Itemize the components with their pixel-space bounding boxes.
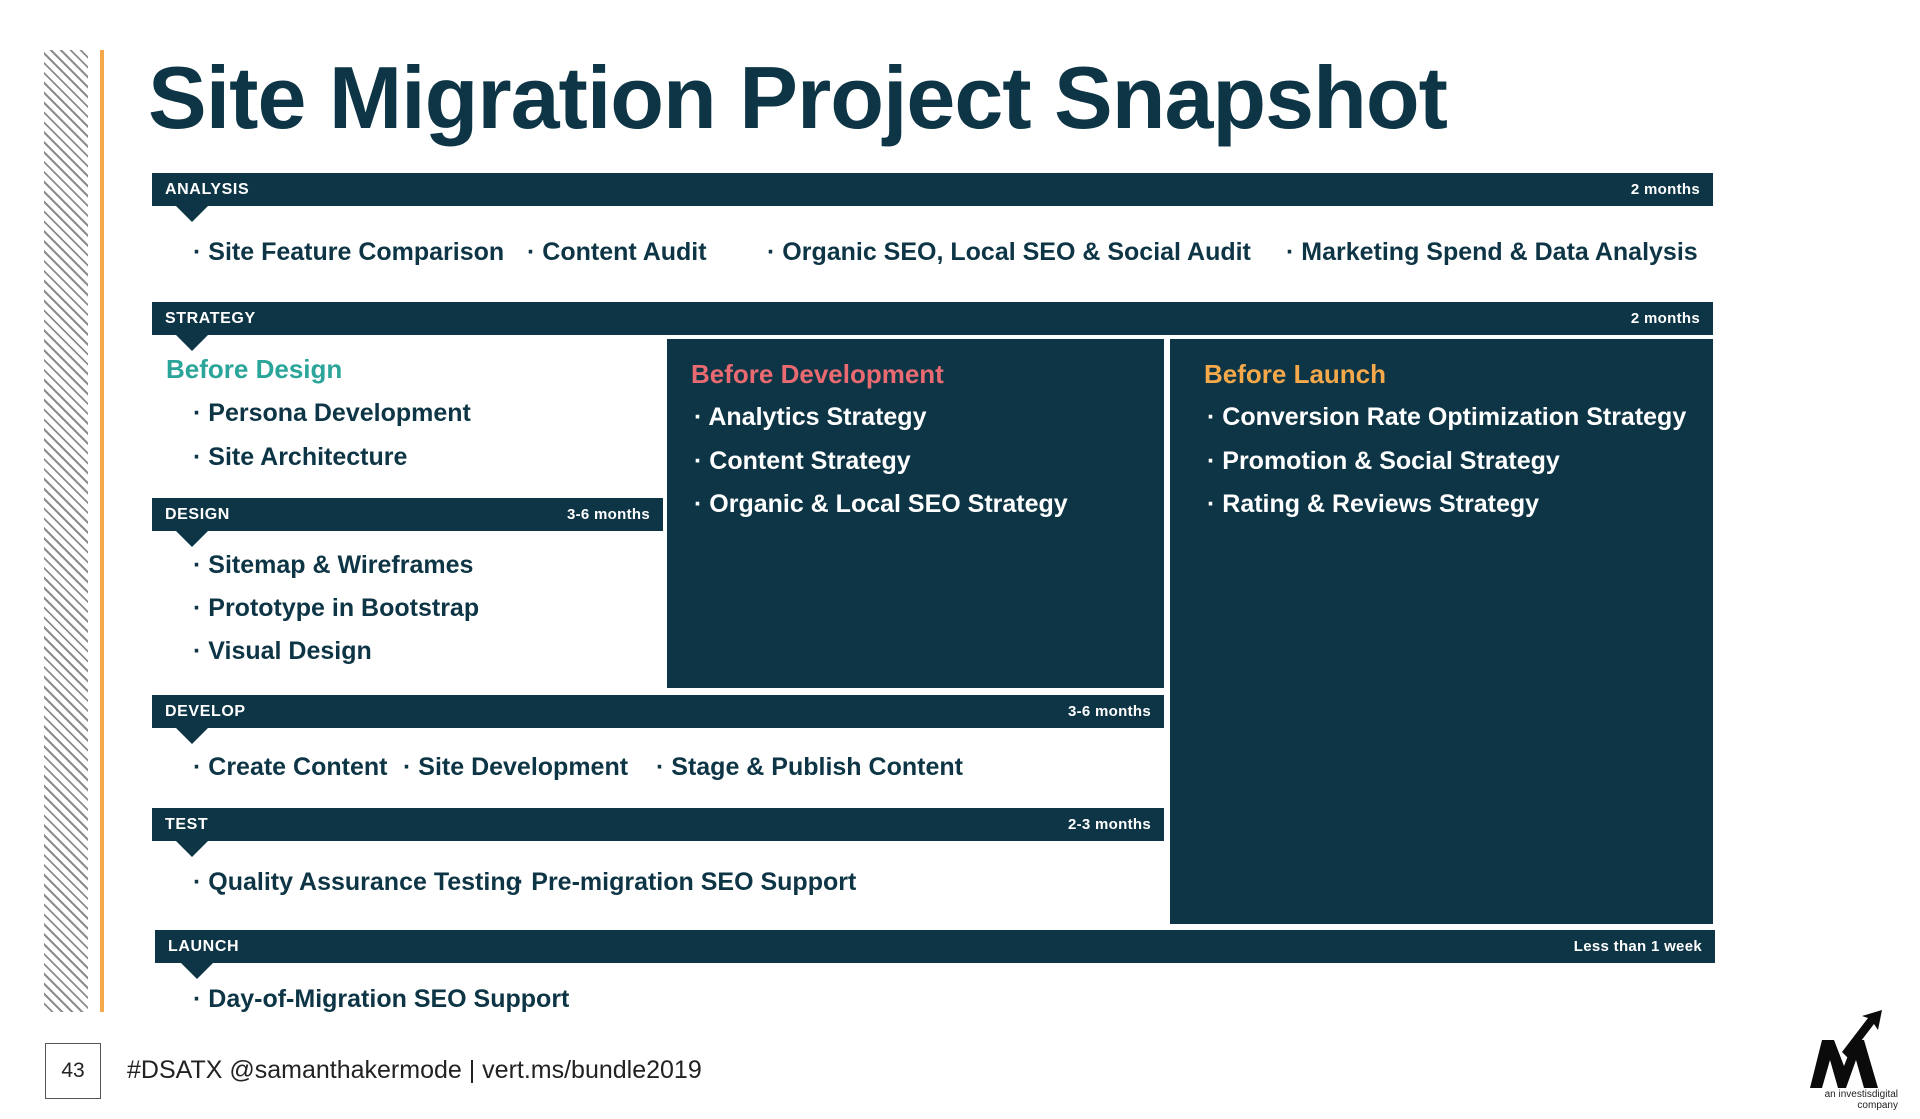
analysis-item: · Site Feature Comparison — [193, 238, 505, 266]
develop-label: DEVELOP — [165, 702, 246, 720]
strategy-duration: 2 months — [1630, 310, 1700, 327]
slide-title: Site Migration Project Snapshot — [148, 48, 1447, 147]
hatch-decoration — [44, 50, 88, 1012]
analysis-duration: 2 months — [1630, 181, 1700, 198]
logo-tagline: an investisdigital company — [1824, 1089, 1898, 1111]
before-development-heading: Before Development — [691, 359, 944, 389]
launch-bar — [155, 930, 1715, 963]
design-bar — [152, 498, 663, 531]
footer-hashtag-text: #DSATX @samanthakermode | vert.ms/bundle2019 — [127, 1056, 702, 1084]
develop-item: · Site Development — [403, 753, 629, 781]
strategy-label: STRATEGY — [165, 309, 256, 327]
test-label: TEST — [165, 815, 209, 833]
develop-bar — [152, 695, 1164, 728]
design-item: · Sitemap & Wireframes — [193, 551, 474, 579]
test-item: · Pre-migration SEO Support — [516, 868, 857, 896]
develop-item: · Stage & Publish Content — [656, 753, 963, 781]
before-launch-item: · Conversion Rate Optimization Strategy — [1207, 403, 1687, 431]
develop-duration: 3-6 months — [1067, 703, 1151, 720]
before-design-item: · Site Architecture — [193, 443, 408, 471]
develop-item: · Create Content — [193, 753, 388, 781]
launch-item: · Day-of-Migration SEO Support — [193, 985, 570, 1013]
before-launch-item: · Rating & Reviews Strategy — [1207, 490, 1540, 518]
design-item: · Prototype in Bootstrap — [193, 594, 480, 622]
before-launch-panel — [1170, 339, 1713, 924]
page-number: 43 — [45, 1043, 101, 1099]
analysis-item: · Organic SEO, Local SEO & Social Audit — [767, 238, 1251, 266]
before-development-item: · Organic & Local SEO Strategy — [694, 490, 1068, 518]
before-development-panel — [667, 339, 1164, 688]
launch-duration: Less than 1 week — [1573, 938, 1702, 955]
before-launch-heading: Before Launch — [1204, 359, 1387, 389]
test-bar — [152, 808, 1164, 841]
test-item: · Quality Assurance Testing — [193, 868, 521, 896]
design-item: · Visual Design — [193, 637, 372, 665]
before-design-item: · Persona Development — [193, 399, 471, 427]
analysis-item: · Content Audit — [527, 238, 707, 266]
before-design-heading: Before Design — [166, 354, 343, 384]
before-launch-item: · Promotion & Social Strategy — [1207, 447, 1560, 475]
design-duration: 3-6 months — [566, 506, 650, 523]
analysis-bar — [152, 173, 1713, 206]
analysis-item: · Marketing Spend & Data Analysis — [1286, 238, 1698, 266]
before-development-item: · Content Strategy — [694, 447, 911, 475]
launch-label: LAUNCH — [168, 937, 240, 955]
design-label: DESIGN — [165, 505, 230, 523]
before-development-item: · Analytics Strategy — [694, 403, 927, 431]
strategy-bar — [152, 302, 1713, 335]
test-duration: 2-3 months — [1067, 816, 1151, 833]
analysis-label: ANALYSIS — [165, 180, 250, 198]
accent-line — [100, 50, 104, 1012]
